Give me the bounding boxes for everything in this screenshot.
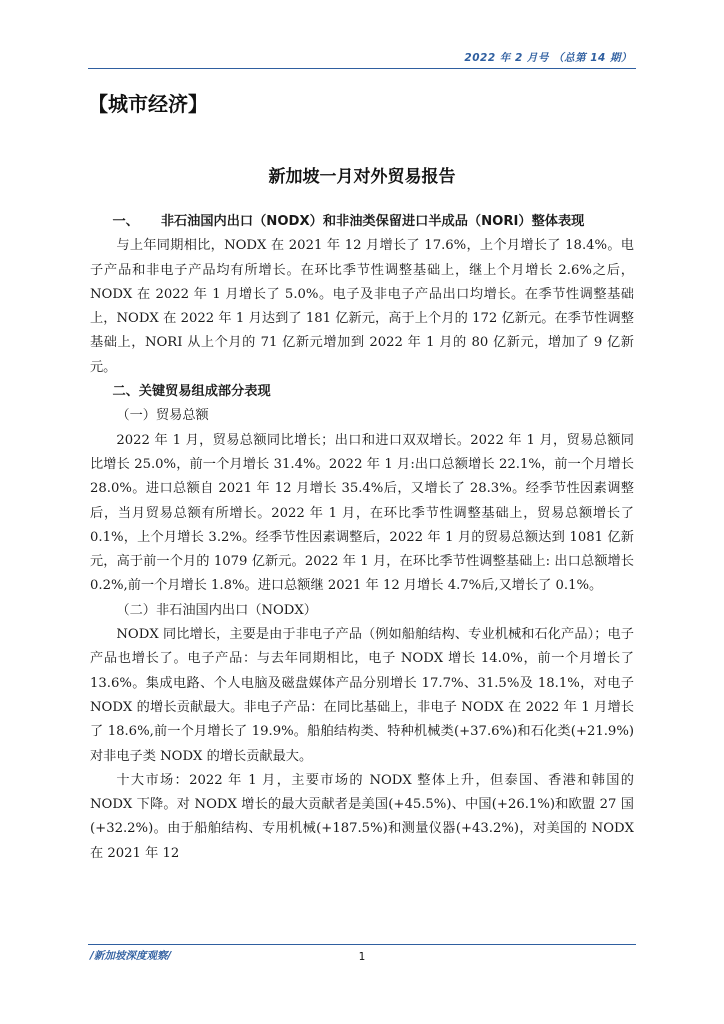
subsection-nodx-paragraph-1: NODX 同比增长，主要是由于非电子产品（例如船舶结构、专业机械和石化产品）；电子产品也增长了。电子产品：与去年同期相比，电子 NODX 增长 14.0%，前一个月增长了 13.6%。集成电路、个人电脑及磁盘媒体产品分别增长 17.7%、31.5%及 18.1%，对电子 NODX 的增长贡献最大。非电子产品：在同比基础上，非电子 NODX 在 2022 年 1 月增长了 18.6%,前一个月增长了 19.9%。船舶结构类、特种机械类(+37.6%)和石化类(+21.9%)对非电子类 NODX 的增长贡献最大。	[90, 627, 634, 764]
section1-heading	[90, 210, 634, 234]
section2-heading: 二、关键贸易组成部分表现	[112, 384, 271, 400]
section1-heading-text: 非石油国内出口（NODX）和非油类保留进口半成品（NORI）整体表现	[160, 214, 585, 229]
footer-rule	[88, 944, 636, 945]
footer-publication: /新加坡深度观察/	[90, 950, 172, 962]
subsection-trade-total-paragraph: 2022 年 1 月，贸易总额同比增长；出口和进口双双增长。2022 年 1 月，贸易总额同比增长 25.0%，前一个月增长 31.4%。2022 年 1 月:出口总额增长 22.1%，前一个月增长 28.0%。进口总额自 2021 年 12 月增长 35.4%后，又增长了 28.3%。经季节性因素调整后，当月贸易总额有所增长。2022 年 1 月，在环比季节性调整基础上，贸易总额增长了 0.1%，上个月增长 3.2%。经季节性因素调整后，2022 年 1 月的贸易总额达到 1081 亿新元，高于前一个月的 1079 亿新元。2022 年 1 月，在环比季节性调整基础上: 出口总额增长 0.2%,前一个月增长 1.8%。进口总额继 2021 年 12 月增长 4.7%后,又增长了 0.1%。	[90, 432, 634, 594]
section1-number: 一、	[112, 214, 139, 229]
subsection-trade-total-heading: （一）贸易总额	[116, 408, 209, 424]
article-body	[90, 210, 634, 866]
section1-paragraph: 与上年同期相比，NODX 在 2021 年 12 月增长了 17.6%，上个月增长了 18.4%。电子产品和非电子产品均有所增长。在环比季节性调整基础上，继上个月增长 2.6%之后，NODX 在 2022 年 1 月增长了 5.0%。电子及非电子产品出口均增长。在季节性调整基础上，NODX 在 2022 年 1 月达到了 181 亿新元，高于上个月的 172 亿新元。在季节性调整基础上，NORI 从上个月的 71 亿新元增加到 2022 年 1 月的 80 亿新元，增加了 9 亿新元。	[90, 238, 634, 375]
issue-label: 2022 年 2 月号 （总第 14 期）	[464, 52, 632, 64]
page-number: 1	[358, 951, 366, 963]
header-rule	[88, 68, 636, 69]
subsection-nodx-heading: （二）非石油国内出口（NODX）	[116, 602, 317, 618]
article-title: 新加坡一月对外贸易报告	[268, 167, 456, 187]
section-tag: 【城市经济】	[88, 92, 208, 116]
subsection-nodx-paragraph-2: 十大市场：2022 年 1 月，主要市场的 NODX 整体上升，但泰国、香港和韩国的 NODX 下降。对 NODX 增长的最大贡献者是美国(+45.5%)、中国(+26.1%)和欧盟 27 国(+32.2%)。由于船舶结构、专用机械(+187.5%)和测量仪器(+43.2%)，对美国的 NODX 在 2021 年 12	[90, 772, 634, 861]
